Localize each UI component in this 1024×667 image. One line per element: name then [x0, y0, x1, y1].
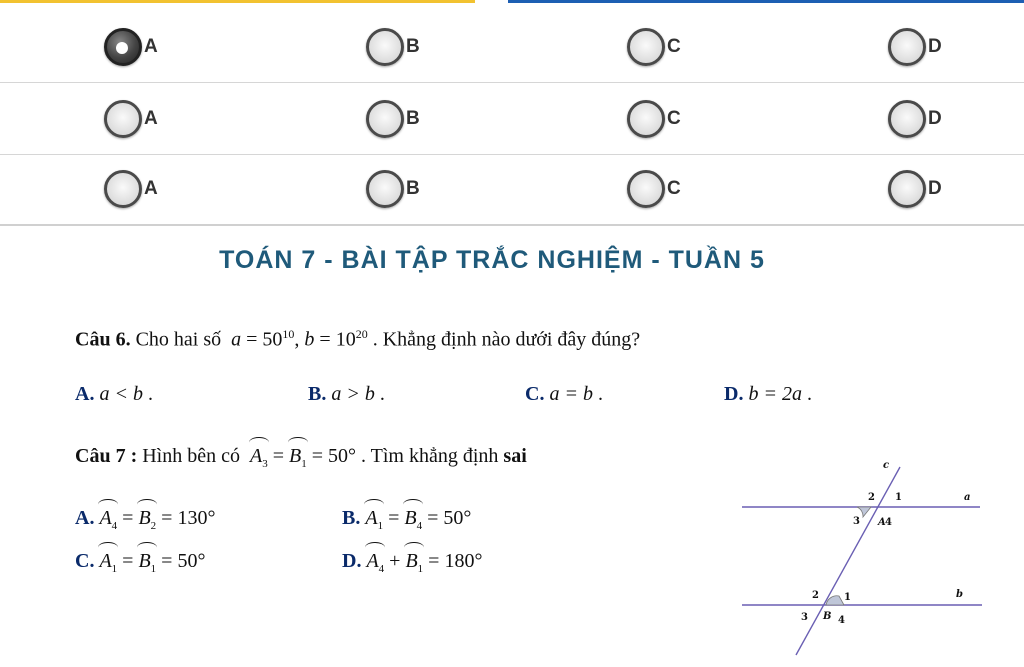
radio-selected-icon[interactable] [104, 28, 142, 66]
radio-icon[interactable] [627, 28, 665, 66]
question-7-option-a: A. $A_4 = B_2 = 130^\circ$ [75, 503, 215, 532]
question-6-option-c: C. a = b . [525, 383, 603, 405]
parallel-lines-figure [740, 455, 990, 660]
label-c: c [883, 460, 890, 471]
answer-3-option-d[interactable]: D [888, 166, 942, 212]
radio-icon[interactable] [627, 100, 665, 138]
label-b: b [956, 589, 963, 600]
question-6-option-a: A. a < b . [75, 383, 153, 405]
answer-2-option-d[interactable]: D [888, 96, 942, 142]
line-c [796, 467, 900, 655]
radio-icon[interactable] [366, 100, 404, 138]
answer-2-option-a[interactable]: A [104, 96, 158, 142]
angle-a-1: 1 [895, 492, 902, 503]
answer-2-option-c[interactable]: C [627, 96, 681, 142]
angle-a-3: 3 [853, 516, 860, 527]
answer-3-option-a[interactable]: A [104, 166, 158, 212]
angle-b-1: 1 [844, 592, 851, 603]
page-title: TOÁN 7 - BÀI TẬP TRẮC NGHIỆM - TUẦN 5 [219, 246, 765, 274]
progress-bar-left [0, 0, 475, 3]
radio-icon[interactable] [627, 170, 665, 208]
answer-row-3 [0, 154, 1024, 226]
question-7-option-d: D. $A_4 + B_1 = 180^\circ$ [342, 546, 482, 575]
question-7-stem: Câu 7 : Hình bên có $A_3 = B_1 = 50^\circ$ . Tìm khẳng định sai [75, 441, 527, 470]
radio-icon[interactable] [888, 100, 926, 138]
radio-icon[interactable] [888, 28, 926, 66]
angle-b-3: 3 [801, 612, 808, 623]
answer-3-option-c[interactable]: C [627, 166, 681, 212]
label-point-b: B [823, 611, 832, 622]
question-7-option-c: C. $A_1 = B_1 = 50^\circ$ [75, 546, 205, 575]
answer-2-option-b[interactable]: B [366, 96, 420, 142]
angle-b-4: 4 [838, 615, 845, 626]
answer-row-2 [0, 84, 1024, 155]
radio-icon[interactable] [104, 100, 142, 138]
answer-1-option-b[interactable]: B [366, 24, 420, 70]
angle-b-2: 2 [812, 590, 819, 601]
progress-bar-right [508, 0, 1024, 3]
answer-1-option-a[interactable]: A [104, 24, 158, 70]
label-point-a: A [878, 517, 886, 528]
answer-1-option-c[interactable]: C [627, 24, 681, 70]
answer-3-option-b[interactable]: B [366, 166, 420, 212]
answer-row-1 [0, 12, 1024, 83]
radio-icon[interactable] [104, 170, 142, 208]
label-a: a [964, 492, 971, 503]
radio-icon[interactable] [888, 170, 926, 208]
answer-1-option-d[interactable]: D [888, 24, 942, 70]
question-6-option-b: B. a > b . [308, 383, 385, 405]
angle-a-2: 2 [868, 492, 875, 503]
radio-icon[interactable] [366, 28, 404, 66]
question-6-option-d: D. b = 2a . [724, 383, 812, 405]
question-6-stem: Câu 6. Cho hai số $a = 50^{10}$, $b = 10^{20}$ . Khẳng định nào dưới đây đúng? [75, 327, 641, 351]
question-7-option-b: B. $A_1 = B_4 = 50^\circ$ [342, 503, 471, 532]
radio-icon[interactable] [366, 170, 404, 208]
angle-a-4: 4 [885, 517, 892, 528]
